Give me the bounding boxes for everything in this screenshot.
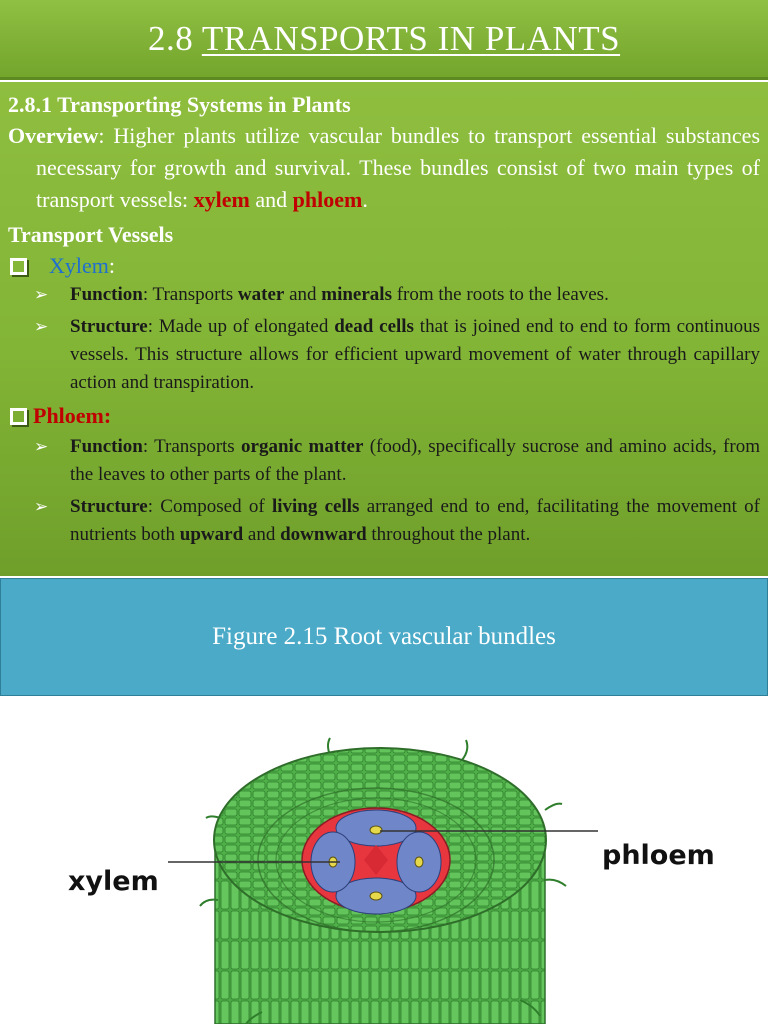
text-span: : Made up of elongated bbox=[147, 316, 335, 337]
structure-label: Structure bbox=[70, 316, 148, 337]
text-span: and bbox=[243, 524, 281, 545]
overview-paragraph bbox=[8, 120, 760, 216]
overview-xylem: xylem bbox=[193, 187, 250, 212]
figure-caption-bar bbox=[0, 578, 768, 696]
xylem-colon: : bbox=[108, 253, 116, 278]
title-bar bbox=[0, 0, 768, 80]
xylem-list bbox=[34, 281, 760, 397]
text-span: : Composed of bbox=[147, 496, 272, 517]
text-span: from the roots to the leaves. bbox=[391, 284, 609, 305]
text-span: (food), specifically sucrose and amino acids, from the leaves to other parts of the plant. bbox=[70, 436, 760, 485]
phloem-label: phloem bbox=[602, 840, 715, 871]
arrow-bullet-icon: ➢ bbox=[34, 497, 49, 517]
page-title bbox=[148, 19, 620, 59]
overview-label: Overview bbox=[8, 123, 99, 148]
text-span: arranged end to end, facilitating the movement of nutrients both bbox=[70, 496, 760, 545]
keyword: upward bbox=[179, 524, 244, 545]
function-label: Function bbox=[70, 284, 143, 305]
list-item bbox=[34, 313, 760, 397]
list-item bbox=[34, 433, 760, 489]
title-main: TRANSPORTS IN PLANTS bbox=[201, 18, 621, 58]
text-span: and bbox=[284, 284, 322, 305]
list-item bbox=[34, 281, 760, 309]
root-diagram bbox=[0, 700, 768, 1024]
overview-text: : Higher plants utilize vascular bundles to transport essential substances necessary for growth and survival. These bundles consist of two main types of transport vessels: bbox=[36, 123, 760, 212]
text-span: : Transports bbox=[142, 436, 242, 457]
keyword: downward bbox=[280, 524, 367, 545]
phloem-list bbox=[34, 433, 760, 549]
structure-label: Structure bbox=[70, 496, 148, 517]
overview-and: and bbox=[249, 187, 293, 212]
overview-end: . bbox=[362, 187, 368, 212]
phloem-heading: Phloem: bbox=[33, 403, 112, 428]
figure-caption: Figure 2.15 Root vascular bundles bbox=[212, 623, 556, 650]
text-span: throughout the plant. bbox=[366, 524, 531, 545]
section-heading: 2.8.1 Transporting Systems in Plants bbox=[8, 92, 351, 117]
xylem-label: xylem bbox=[68, 866, 159, 897]
keyword: living cells bbox=[271, 496, 360, 517]
keyword: minerals bbox=[321, 284, 392, 305]
arrow-bullet-icon: ➢ bbox=[34, 285, 49, 305]
xylem-heading-row bbox=[8, 251, 760, 281]
checkbox-bullet-icon bbox=[10, 408, 27, 425]
arrow-bullet-icon: ➢ bbox=[34, 317, 49, 337]
keyword: organic matter bbox=[241, 436, 364, 457]
xylem-heading: Xylem bbox=[49, 253, 109, 278]
overview-phloem: phloem bbox=[292, 187, 363, 212]
title-number: 2.8 bbox=[147, 18, 202, 58]
content-panel bbox=[0, 82, 768, 576]
function-label: Function bbox=[70, 436, 143, 457]
keyword: water bbox=[237, 284, 285, 305]
checkbox-bullet-icon bbox=[10, 258, 27, 275]
vessels-heading: Transport Vessels bbox=[8, 222, 174, 247]
list-item bbox=[34, 493, 760, 549]
arrow-bullet-icon: ➢ bbox=[34, 437, 49, 457]
text-span: : Transports bbox=[142, 284, 238, 305]
text-span: that is joined end to end to form continuous vessels. This structure allows for efficient upward movement of water through capillary action and transpiration. bbox=[70, 316, 760, 393]
phloem-heading-row bbox=[8, 401, 760, 431]
keyword: dead cells bbox=[334, 316, 414, 337]
